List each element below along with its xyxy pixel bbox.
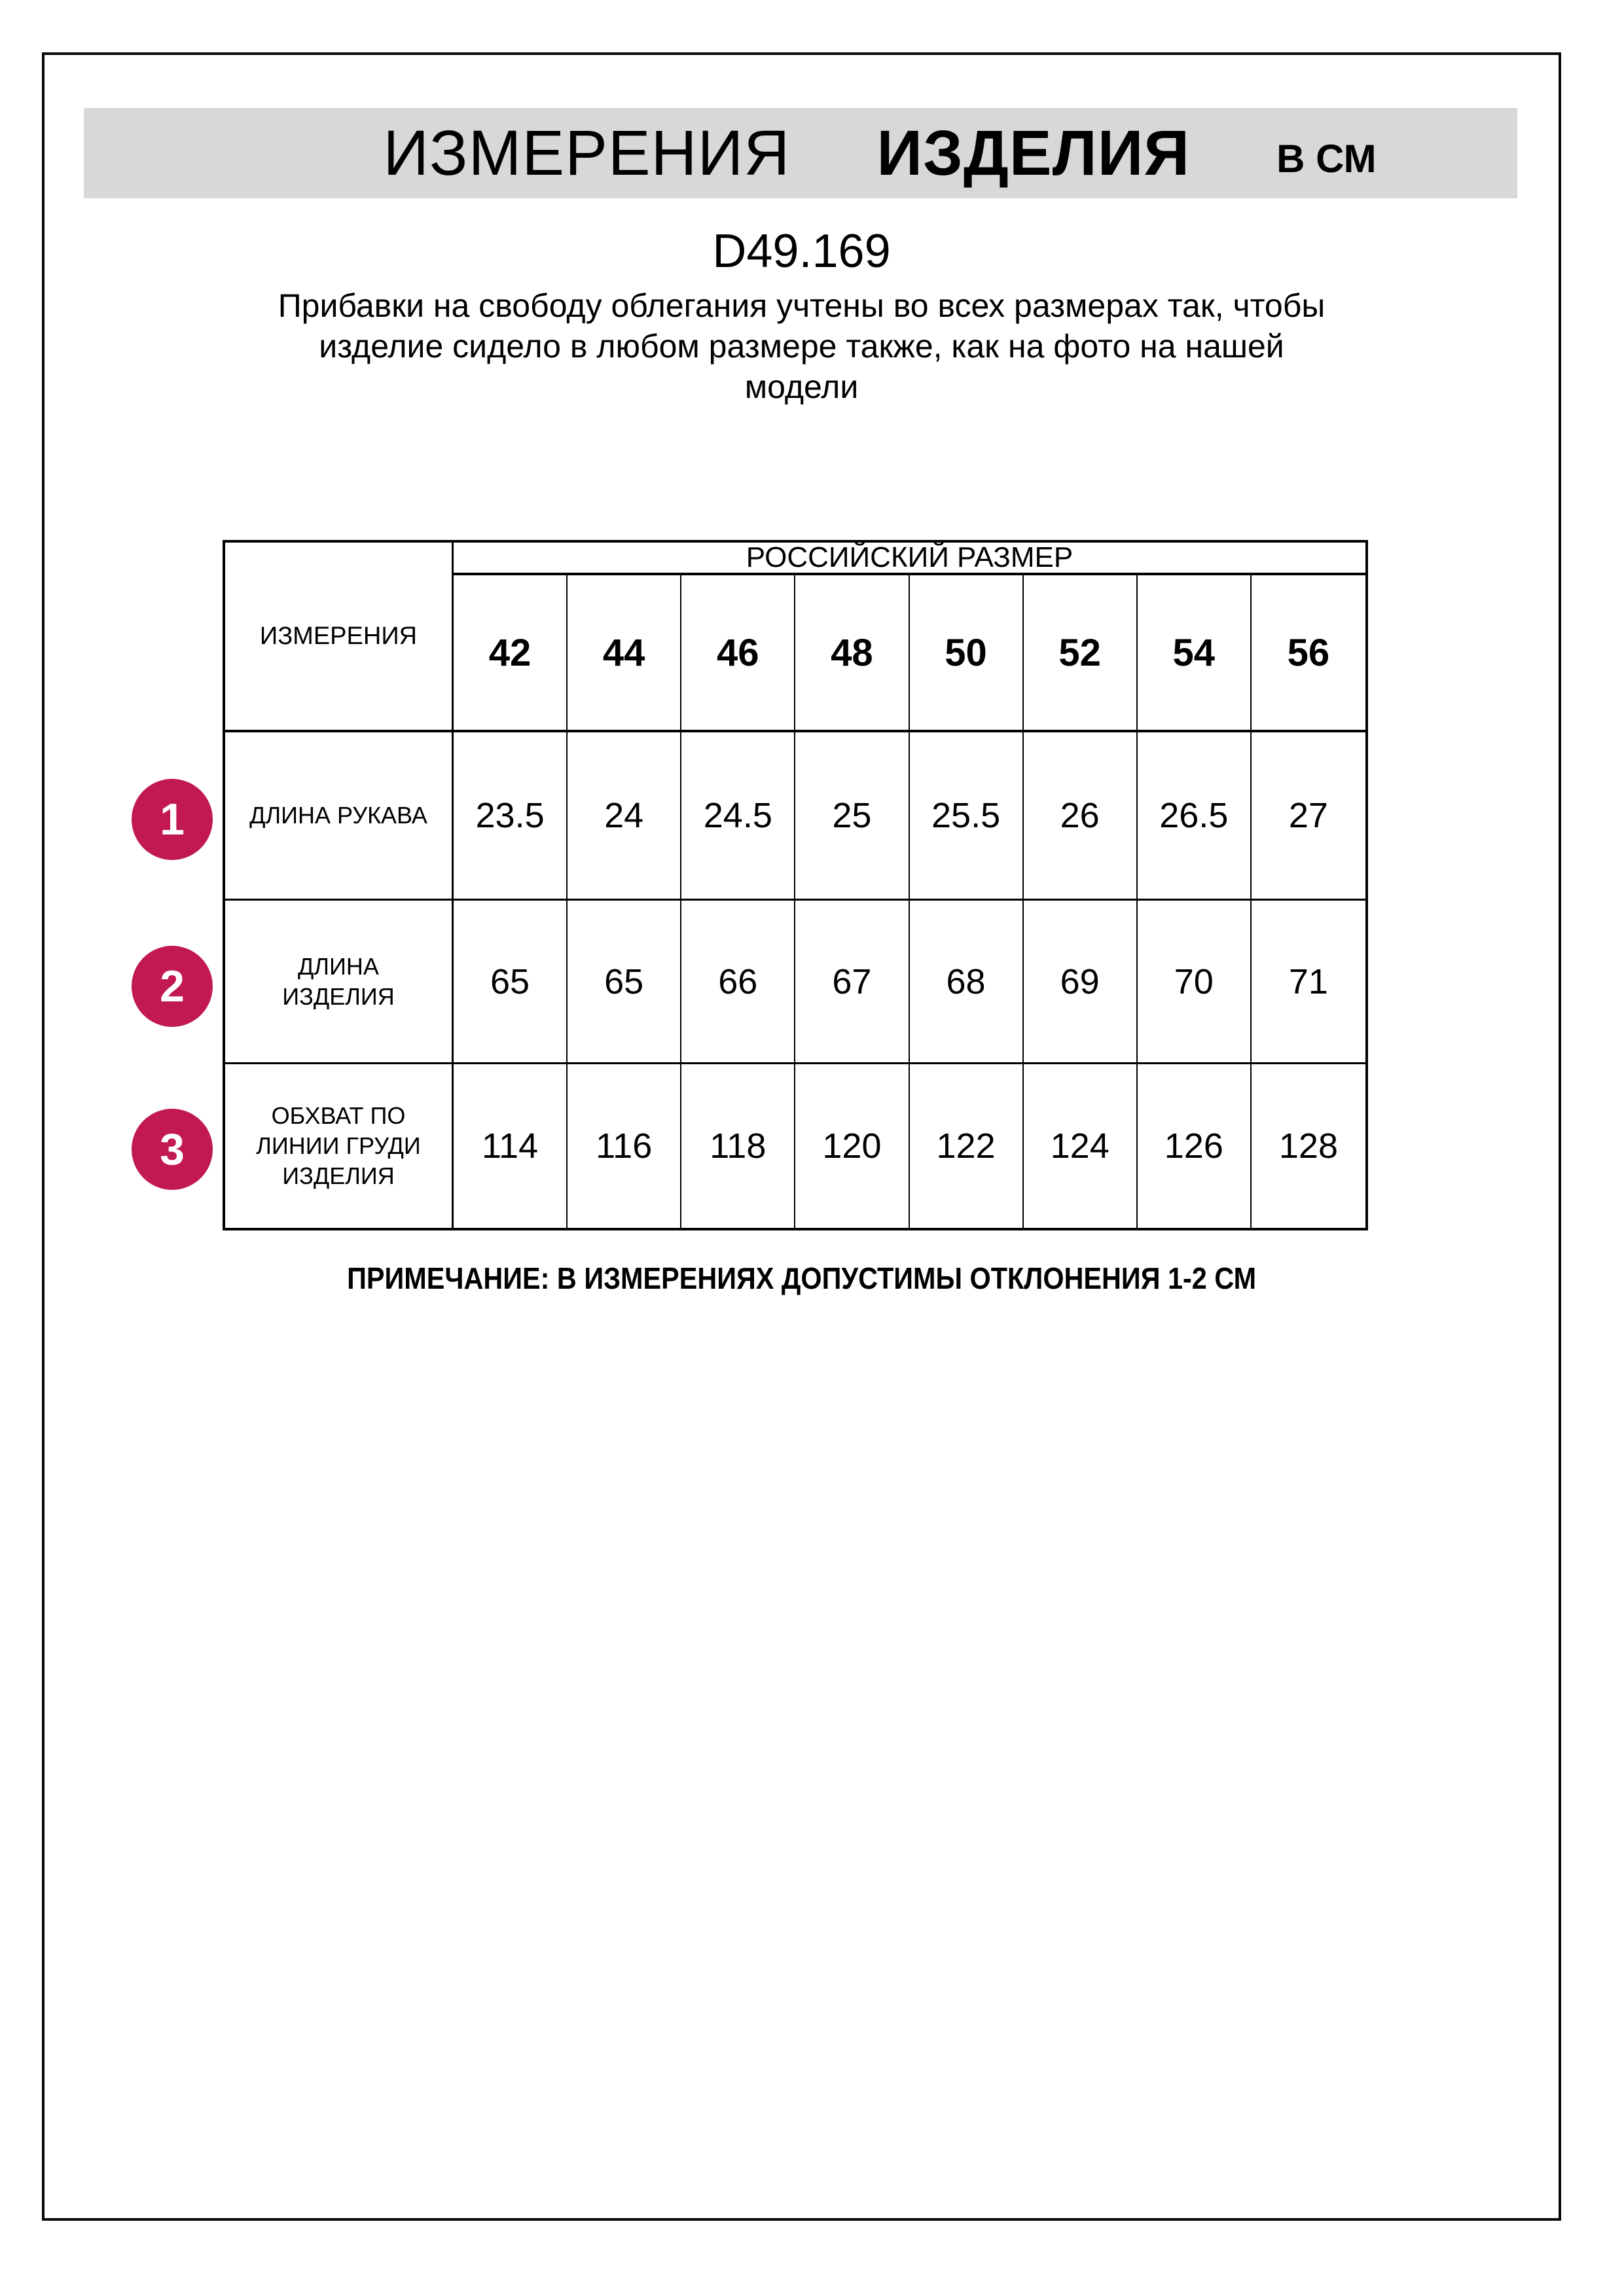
measurement-value-cell: 118 <box>681 1064 795 1228</box>
measurement-value-cell: 71 <box>1252 901 1365 1064</box>
fit-description-line: модели <box>744 368 859 405</box>
measurement-value-cell: 68 <box>910 901 1024 1064</box>
measurement-value-cell: 26.5 <box>1138 732 1252 901</box>
measurement-value-cell: 120 <box>795 1064 909 1228</box>
size-column-header: 54 <box>1138 575 1252 732</box>
measurement-value-cell: 128 <box>1278 1126 1338 1166</box>
fit-description <box>45 285 1559 407</box>
measurement-value-cell: 67 <box>795 901 909 1064</box>
measurement-value-cell: 114 <box>454 1064 568 1228</box>
measurement-value-cell: 23.5 <box>454 732 568 901</box>
size-column-header: 50 <box>910 575 1024 732</box>
measurement-value-cell: 122 <box>910 1064 1024 1228</box>
size-column-header: 44 <box>568 575 681 732</box>
row-label-text: ОБХВАТ ПО ЛИНИИ ГРУДИ ИЗДЕЛИЯ <box>256 1102 421 1189</box>
row-marker-number: 1 <box>160 795 185 844</box>
row-marker-3 <box>132 1109 213 1190</box>
size-column-header: 48 <box>795 575 909 732</box>
title-product: ИЗДЕЛИЯ <box>876 117 1191 188</box>
size-column-header: 52 <box>1024 575 1138 732</box>
row-marker-number: 2 <box>160 961 185 1011</box>
measurement-value-cell: 26 <box>1024 732 1138 901</box>
size-column-header: 56 <box>1252 575 1365 732</box>
size-column-header: 42 <box>454 575 568 732</box>
product-code: D49.169 <box>712 225 891 278</box>
measurement-value-cell: 69 <box>1024 901 1138 1064</box>
title-bar <box>84 108 1517 198</box>
table-corner-label: ИЗМЕРЕНИЯ <box>225 543 454 732</box>
measurement-value-cell: 24.5 <box>681 732 795 901</box>
measurement-value-cell: 25 <box>795 732 909 901</box>
row-label-text: ДЛИНА РУКАВА <box>249 802 427 829</box>
measurement-value-cell: 24 <box>568 732 681 901</box>
measurement-row-label <box>225 732 454 901</box>
measurement-row-label <box>225 901 454 1064</box>
fit-description-line: Прибавки на свободу облегания учтены во всех размерах так, чтобы <box>278 287 1326 324</box>
size-column-header: 46 <box>681 575 795 732</box>
title-units: В СМ <box>1276 136 1377 181</box>
page-border-frame <box>42 52 1561 2221</box>
size-table <box>223 540 1368 1230</box>
russian-size-group-header: РОССИЙСКИЙ РАЗМЕР <box>454 543 1365 575</box>
measurement-value-cell: 126 <box>1138 1064 1252 1228</box>
measurement-value-cell: 70 <box>1138 901 1252 1064</box>
title-measurements: ИЗМЕРЕНИЯ <box>383 117 791 188</box>
measurement-value-cell: 124 <box>1024 1064 1138 1228</box>
measurement-value-cell: 65 <box>454 901 568 1064</box>
fit-description-line: изделие сидело в любом размере также, как на фото на нашей <box>319 328 1284 365</box>
measurement-value-cell: 65 <box>568 901 681 1064</box>
measurement-row-label <box>225 1064 454 1228</box>
measurement-value-cell: 116 <box>568 1064 681 1228</box>
tolerance-note <box>45 1259 1559 1297</box>
measurement-value-cell: 25.5 <box>910 732 1024 901</box>
row-label-text: ДЛИНА ИЗДЕЛИЯ <box>282 952 395 1010</box>
row-marker-2 <box>132 946 213 1027</box>
tolerance-note-text: ПРИМЕЧАНИЕ: В ИЗМЕРЕНИЯХ ДОПУСТИМЫ ОТКЛОНЕНИЯ 1-2 СМ <box>347 1261 1256 1295</box>
measurement-value-cell: 66 <box>681 901 795 1064</box>
measurement-value-cell: 27 <box>1252 732 1365 901</box>
row-marker-number: 3 <box>160 1124 185 1174</box>
row-marker-1 <box>132 779 213 860</box>
